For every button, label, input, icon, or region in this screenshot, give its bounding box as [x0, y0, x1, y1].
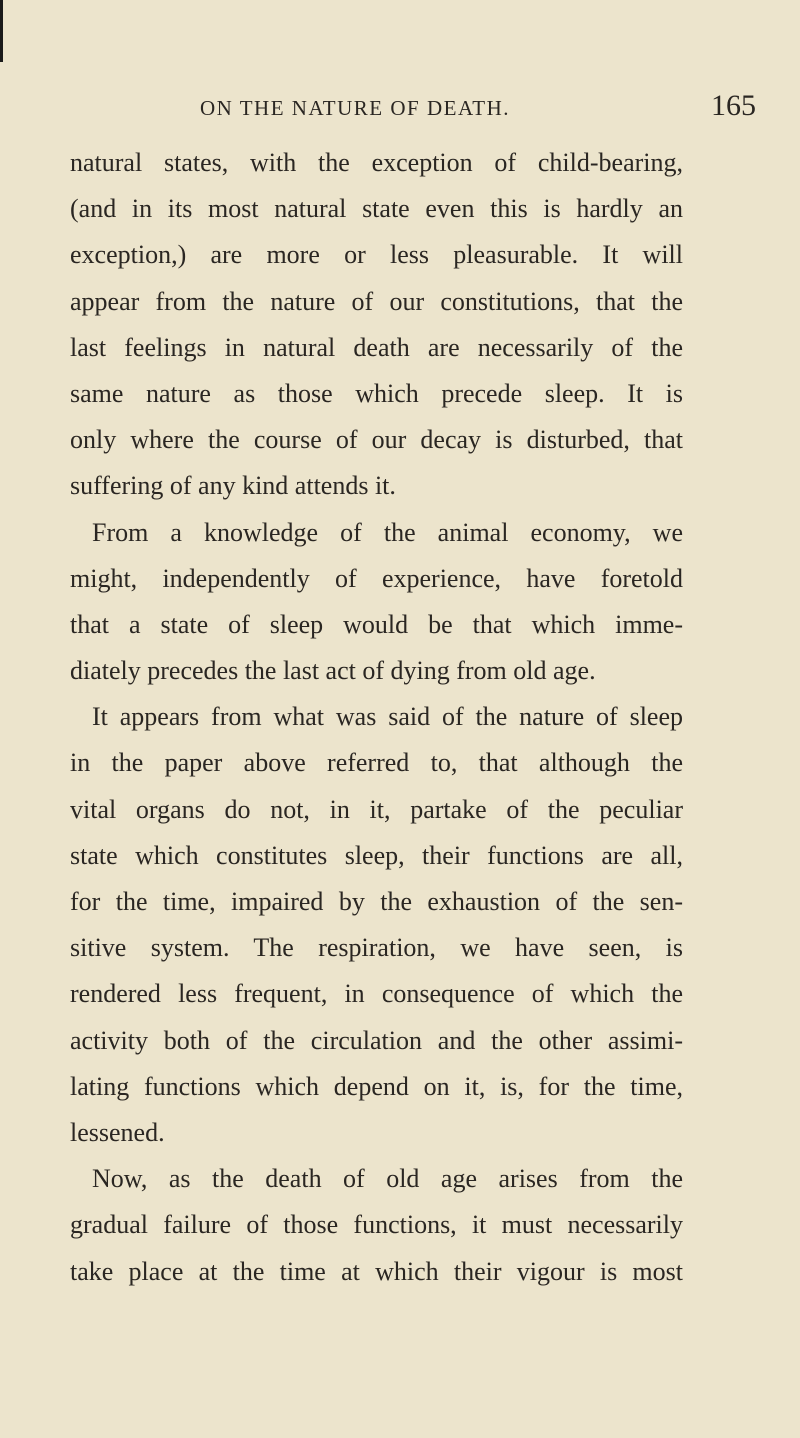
- text-line: in the paper above referred to, that although the: [70, 748, 683, 778]
- text-line: natural states, with the exception of child-bearing,: [70, 148, 683, 177]
- text-line: It appears from what was said of the nature of sleep: [92, 702, 683, 732]
- text-line: lating functions which depend on it, is, for the time,: [70, 1071, 683, 1101]
- body-text: [70, 140, 683, 1295]
- text-line: might, independently of experience, have foretold: [70, 563, 683, 593]
- text-line: lessened.: [70, 1117, 165, 1147]
- text-line: last feelings in natural death are necessarily of the: [70, 332, 683, 362]
- text-line: vital organs do not, in it, partake of the peculiar: [70, 794, 683, 824]
- running-head: [60, 90, 760, 126]
- text-line: for the time, impaired by the exhaustion of the sen-: [70, 887, 683, 916]
- text-line: appear from the nature of our constitutions, that the: [70, 286, 683, 316]
- text-line: sitive system. The respiration, we have seen, is: [70, 933, 683, 963]
- text-line: that a state of sleep would be that which imme-: [70, 609, 683, 639]
- text-line: rendered less frequent, in consequence of which the: [70, 979, 683, 1009]
- text-line: diately precedes the last act of dying from old age.: [70, 656, 596, 686]
- text-line: suffering of any kind attends it.: [70, 471, 396, 501]
- page-number: 165: [711, 89, 756, 122]
- text-line: state which constitutes sleep, their functions are all,: [70, 840, 683, 870]
- text-line: gradual failure of those functions, it must necessarily: [70, 1210, 683, 1240]
- text-line: From a knowledge of the animal economy, we: [92, 517, 683, 547]
- text-line: only where the course of our decay is disturbed, that: [70, 425, 683, 455]
- text-line: activity both of the circulation and the other assimi-: [70, 1025, 683, 1055]
- text-line: same nature as those which precede sleep. It is: [70, 378, 683, 408]
- text-line: (and in its most natural state even this is hardly an: [70, 194, 683, 224]
- text-line: exception,) are more or less pleasurable. It will: [70, 240, 683, 270]
- page-edge-line: [0, 0, 3, 62]
- text-line: Now, as the death of old age arises from the: [92, 1164, 683, 1194]
- running-title: ON THE NATURE OF DEATH.: [200, 96, 511, 120]
- text-line: take place at the time at which their vigour is most: [70, 1256, 683, 1286]
